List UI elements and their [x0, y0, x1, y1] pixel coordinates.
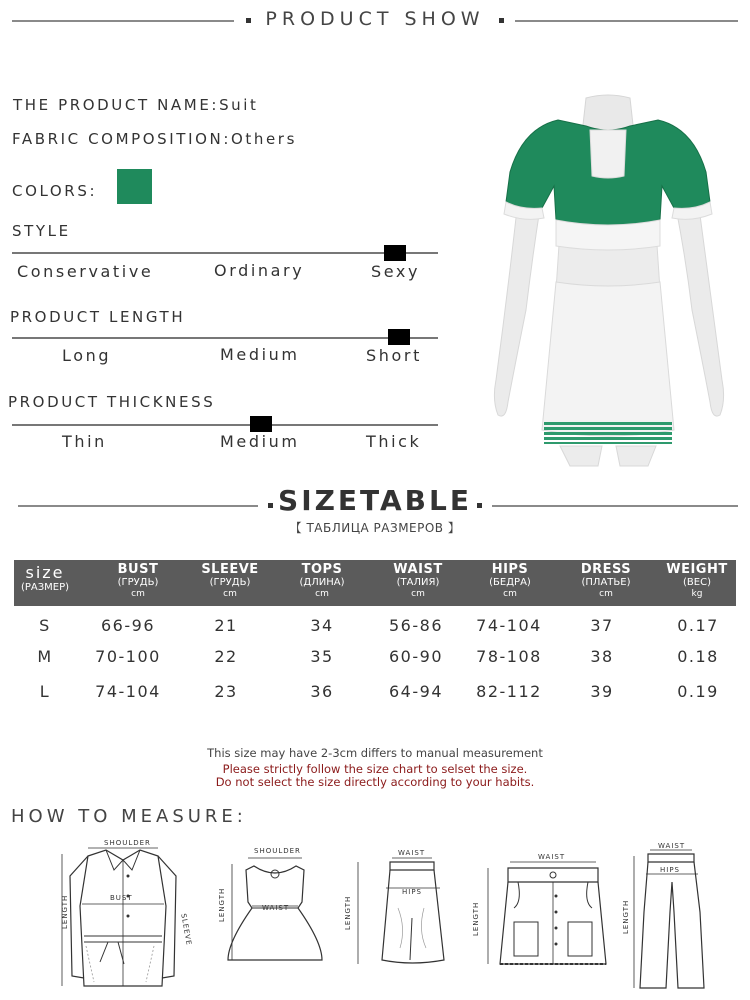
length-label: LENGTH [622, 899, 630, 934]
th-size: size (РАЗМЕР) [20, 563, 70, 593]
table-cell: 0.18 [677, 647, 719, 666]
thickness-scale-line [12, 424, 438, 426]
table-cell: 38 [590, 647, 614, 666]
thickness-marker [250, 416, 272, 432]
waist-label: WAIST [538, 853, 566, 861]
length-option: Medium [220, 345, 300, 364]
length-option: Long [62, 346, 112, 365]
hips-label: HIPS [402, 888, 422, 896]
pants-sketch [622, 842, 722, 992]
how-to-measure-title: HOW TO MEASURE: [11, 806, 247, 827]
table-cell: 37 [590, 616, 614, 635]
table-cell: 39 [590, 682, 614, 701]
table-cell: 0.19 [677, 682, 719, 701]
length-label: LENGTH [61, 894, 69, 929]
product-name-row [13, 96, 259, 114]
length-label: LENGTH [344, 895, 352, 930]
fabric-label: FABRIC COMPOSITION: [12, 130, 231, 148]
table-cell: M [37, 647, 53, 666]
note-measurement: This size may have 2-3cm differs to manual measurement [207, 746, 543, 760]
fabric-row [12, 130, 297, 148]
waist-label: WAIST [262, 904, 290, 912]
table-cell: 66-96 [101, 616, 155, 635]
table-cell: 22 [214, 647, 238, 666]
hips-label: HIPS [660, 866, 680, 874]
table-cell: 21 [214, 616, 238, 635]
style-marker [384, 245, 406, 261]
size-table-header [14, 560, 736, 606]
table-cell: 74-104 [476, 616, 542, 635]
style-option: Conservative [17, 262, 154, 281]
th-waist: WAIST (ТАЛИЯ) cm [393, 562, 443, 599]
table-cell: 35 [310, 647, 334, 666]
table-cell: 64-94 [389, 682, 443, 701]
dress-sketch [218, 842, 328, 972]
product-name-label: THE PRODUCT NAME: [13, 96, 220, 114]
th-dress: DRESS (ПЛАТЬЕ) cm [580, 562, 632, 599]
length-label: LENGTH [472, 901, 480, 936]
shoulder-label: SHOULDER [254, 847, 301, 855]
style-option: Ordinary [214, 261, 305, 280]
note-warning-1: Please strictly follow the size chart to selset the size. [222, 762, 528, 776]
th-bust: BUST (ГРУДЬ) cm [117, 562, 159, 599]
sizetable-line-right [492, 505, 738, 507]
th-weight: WEIGHT (ВЕС) kg [666, 562, 728, 599]
thickness-option: Thick [366, 432, 422, 451]
table-cell: 23 [214, 682, 238, 701]
th-tops: TOPS (ДЛИНА) cm [299, 562, 345, 599]
sizetable-title: SIZETABLE [278, 484, 472, 517]
table-cell: 34 [310, 616, 334, 635]
table-cell: 60-90 [389, 647, 443, 666]
jacket-sketch [48, 836, 198, 994]
product-photo [478, 90, 738, 470]
table-cell: 70-100 [95, 647, 161, 666]
shorts-sketch [472, 852, 618, 982]
product-name-value: Suit [219, 96, 259, 114]
th-hips: HIPS (БЕДРА) cm [489, 562, 531, 599]
length-option: Short [366, 346, 422, 365]
header-line-right [515, 20, 738, 22]
table-cell: 74-104 [95, 682, 161, 701]
waist-label: WAIST [398, 849, 426, 857]
thickness-label: PRODUCT THICKNESS [8, 393, 216, 411]
style-label: STYLE [12, 222, 71, 240]
color-swatch[interactable] [117, 169, 152, 204]
skirt-sketch [344, 848, 458, 978]
sizetable-dot-right [477, 503, 482, 508]
length-label: PRODUCT LENGTH [10, 308, 186, 326]
length-scale-line [12, 337, 438, 339]
table-cell: S [39, 616, 51, 635]
colors-label: COLORS: [12, 182, 98, 200]
note-warning-2: Do not select the size directly according to your habits. [215, 775, 535, 789]
style-option: Sexy [371, 262, 421, 281]
header-dot-right [499, 18, 504, 23]
sleeve-label: SLEEVE [179, 913, 193, 947]
shoulder-label: SHOULDER [104, 839, 151, 847]
length-marker [388, 329, 410, 345]
thickness-option: Medium [220, 432, 300, 451]
table-cell: 56-86 [389, 616, 443, 635]
waist-label: WAIST [658, 842, 686, 850]
style-scale-line [12, 252, 438, 254]
th-sleeve: SLEEVE (ГРУДЬ) cm [201, 562, 259, 599]
sizetable-subtitle: 【 ТАБЛИЦА РАЗМЕРОВ 】 [289, 521, 461, 535]
page-title: PRODUCT SHOW [265, 8, 485, 30]
fabric-value: Others [230, 130, 297, 148]
table-cell: 82-112 [476, 682, 542, 701]
table-cell: 0.17 [677, 616, 719, 635]
table-cell: L [39, 682, 51, 701]
bust-label: BUST [110, 894, 133, 902]
length-label: LENGTH [218, 887, 226, 922]
table-cell: 78-108 [476, 647, 542, 666]
thickness-option: Thin [62, 432, 107, 451]
table-cell: 36 [310, 682, 334, 701]
